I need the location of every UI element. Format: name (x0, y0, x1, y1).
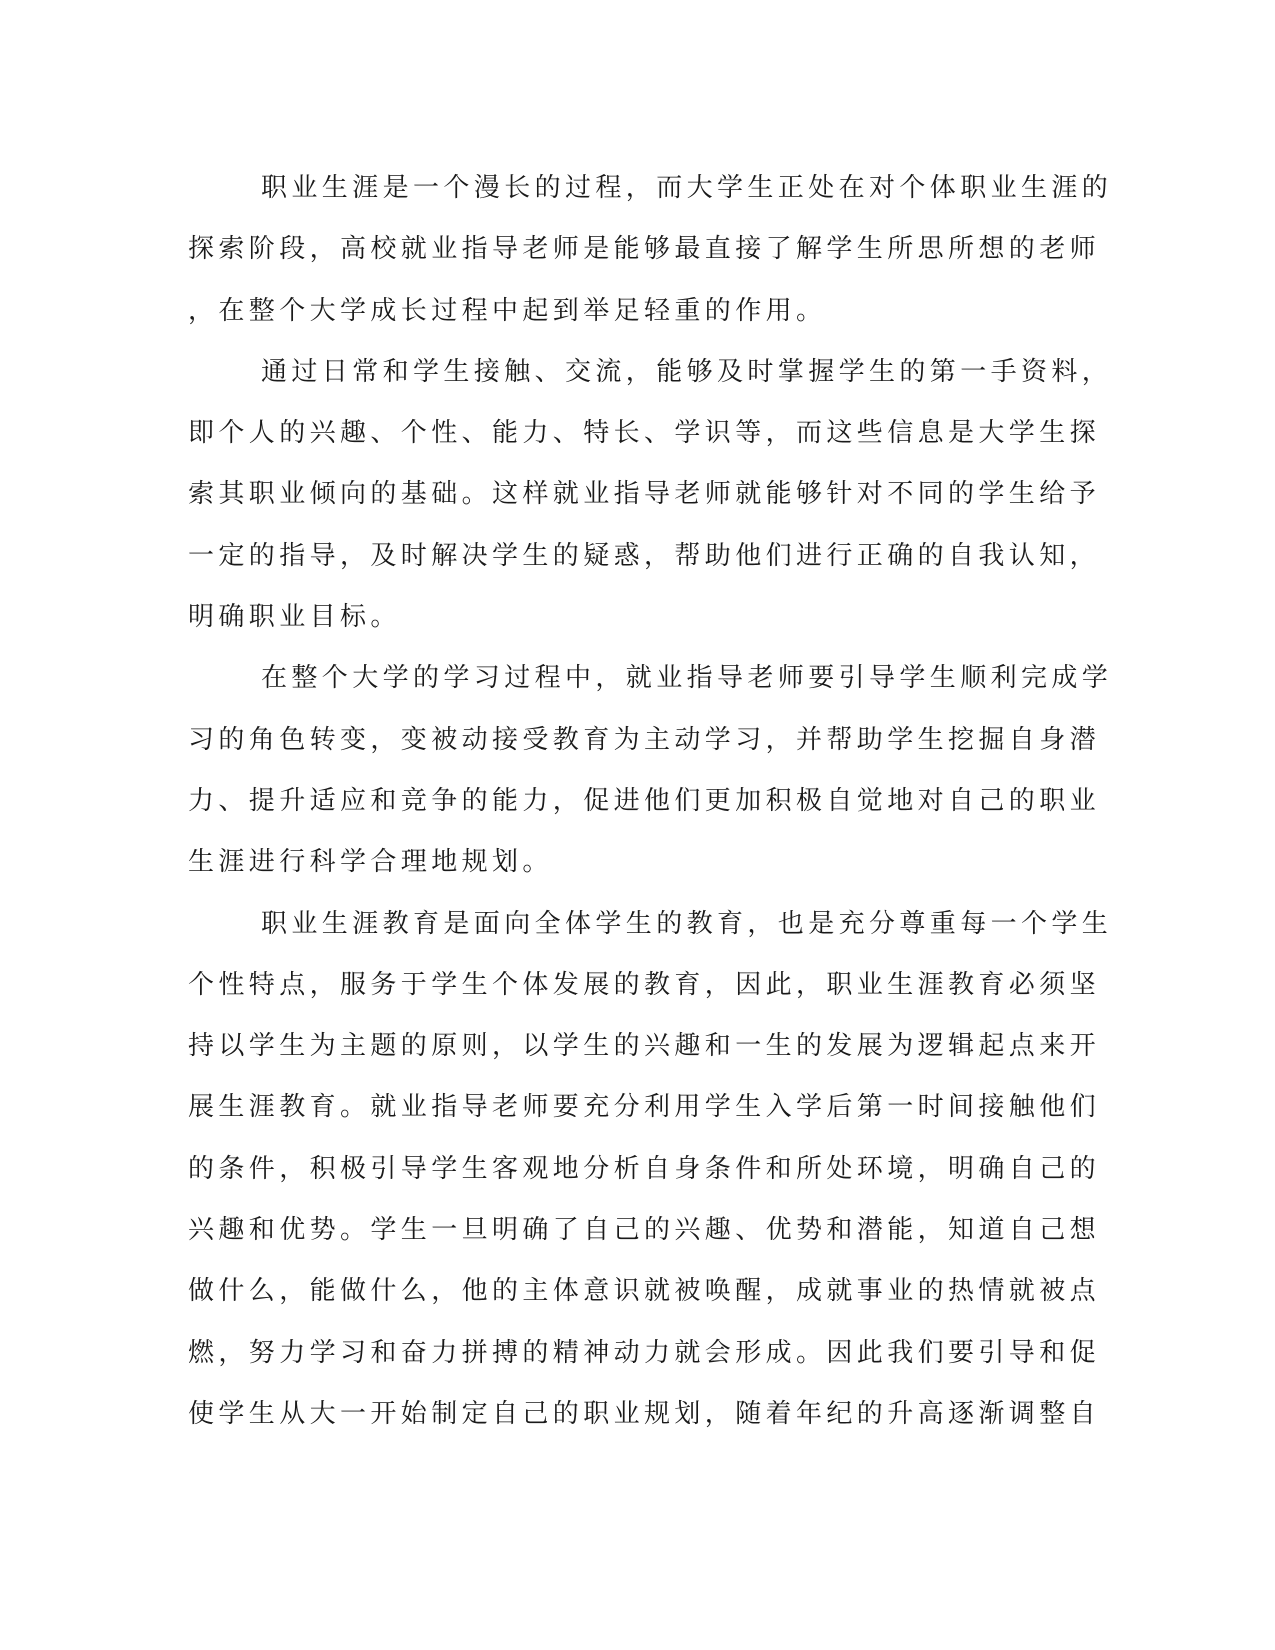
text-line: 展生涯教育。就业指导老师要充分利用学生入学后第一时间接触他们 (188, 1092, 1101, 1123)
text-line: 在整个大学的学习过程中，就业指导老师要引导学生顺利完成学 (261, 663, 1113, 694)
text-line: 做什么，能做什么，他的主体意识就被唤醒，成就事业的热情就被点 (188, 1276, 1101, 1307)
text-line: 索其职业倾向的基础。这样就业指导老师就能够针对不同的学生给予 (188, 479, 1101, 510)
paragraph-1 (188, 158, 1113, 342)
text-line: 生涯进行科学合理地规划。 (188, 847, 553, 878)
text-line: 使学生从大一开始制定自己的职业规划，随着年纪的升高逐渐调整自 (188, 1398, 1101, 1429)
paragraph-3 (188, 648, 1113, 893)
text-line: 个性特点，服务于学生个体发展的教育，因此，职业生涯教育必须坚 (188, 969, 1101, 1000)
paragraph-2 (188, 342, 1113, 648)
text-line: 燃，努力学习和奋力拼搏的精神动力就会形成。因此我们要引导和促 (188, 1337, 1101, 1368)
text-line: 职业生涯教育是面向全体学生的教育，也是充分尊重每一个学生 (261, 908, 1113, 939)
text-line: 即个人的兴趣、个性、能力、特长、学识等，而这些信息是大学生探 (188, 418, 1101, 449)
text-line: 明确职业目标。 (188, 602, 401, 633)
text-line: 一定的指导，及时解决学生的疑惑，帮助他们进行正确的自我认知， (188, 540, 1101, 571)
text-line: 习的角色转变，变被动接受教育为主动学习，并帮助学生挖掘自身潜 (188, 724, 1101, 755)
text-line: 力、提升适应和竞争的能力，促进他们更加积极自觉地对自己的职业 (188, 785, 1101, 816)
text-line: 持以学生为主题的原则，以学生的兴趣和一生的发展为逻辑起点来开 (188, 1031, 1101, 1062)
text-line: 的条件，积极引导学生客观地分析自身条件和所处环境，明确自己的 (188, 1153, 1101, 1184)
text-line: 兴趣和优势。学生一旦明确了自己的兴趣、优势和潜能，知道自己想 (188, 1215, 1101, 1246)
text-line: 通过日常和学生接触、交流，能够及时掌握学生的第一手资料， (261, 356, 1113, 387)
body-text (188, 158, 1113, 1445)
paragraph-4 (188, 894, 1113, 1446)
text-line: 职业生涯是一个漫长的过程，而大学生正处在对个体职业生涯的 (261, 173, 1113, 203)
text-line: 探索阶段，高校就业指导老师是能够最直接了解学生所思所想的老师 (188, 234, 1101, 265)
text-line: ，在整个大学成长过程中起到举足轻重的作用。 (188, 295, 827, 326)
